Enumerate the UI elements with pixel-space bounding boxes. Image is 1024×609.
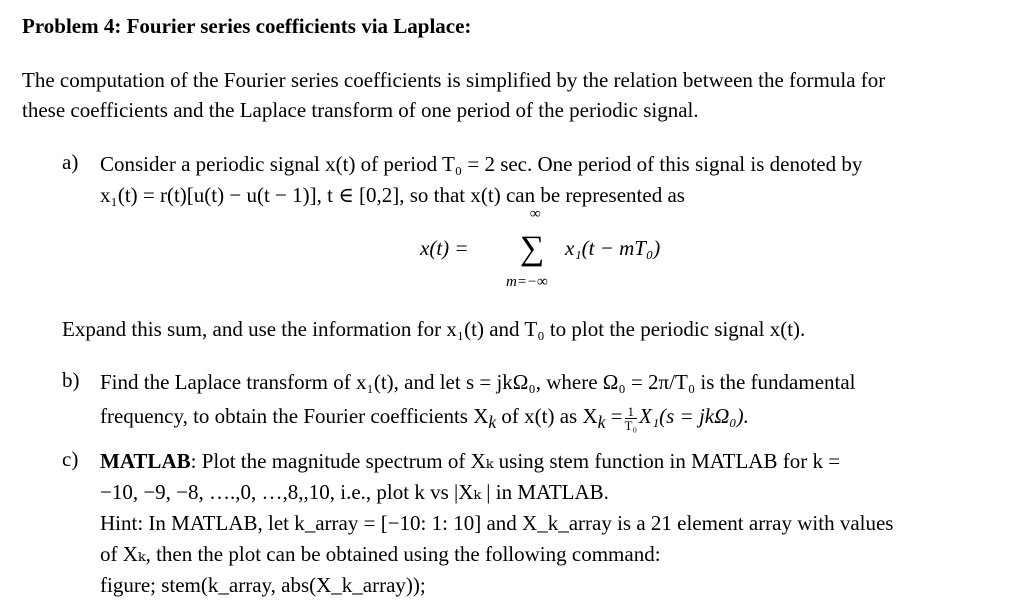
part-b-line-2-post: X₁(s = jkΩ₀). (639, 404, 749, 428)
fraction-numerator: 1 (625, 405, 637, 419)
part-b-line-2-pre: frequency, to obtain the Fourier coefficients X (100, 404, 489, 428)
part-c-hint-line: Hint: In MATLAB, let k_array = [−10: 1: 10] and X_k_array is a 21 element array with values (100, 511, 894, 535)
problem-title: Problem 4: Fourier series coefficients via Laplace: (22, 14, 472, 38)
sum-upper-limit: ∞ (530, 206, 541, 222)
part-b-line-2-mid: of x(t) as X (496, 404, 598, 428)
sum-lower-limit: m=−∞ (506, 274, 548, 290)
part-a-label: a) (62, 150, 79, 174)
fraction-denominator: T₀ (624, 417, 637, 433)
equation-lhs: x(t) = (420, 236, 469, 260)
part-a-line-2: x₁(t) = r(t)[u(t) − u(t − 1)], t ∈ [0,2], so that x(t) can be represented as (100, 183, 685, 207)
part-b-line-2 (100, 402, 749, 437)
intro-line-2: these coefficients and the Laplace transform of one period of the periodic signal. (22, 98, 699, 122)
part-b-subscript-k-2: k (597, 412, 606, 433)
intro-line-1: The computation of the Fourier series coefficients is simplified by the relation between the formula for (22, 68, 886, 92)
part-a-line-1: Consider a periodic signal x(t) of period T₀ = 2 sec. One period of this signal is denoted by (100, 152, 863, 176)
part-c-matlab-command: figure; stem(k_array, abs(X_k_array)); (100, 573, 426, 597)
part-a-expand-text: Expand this sum, and use the information for x₁(t) and T₀ to plot the periodic signal x(t). (62, 317, 806, 341)
part-c-line-2: −10, −9, −8, ….,0, …,8,,10, i.e., plot k vs |Xₖ | in MATLAB. (100, 480, 609, 504)
equation-term: x₁(t − mT₀) (565, 236, 661, 260)
matlab-bold-label: MATLAB (100, 449, 191, 473)
part-c-line-4: of Xₖ, then the plot can be obtained using the following command: (100, 542, 661, 566)
summation-symbol: ∑ (520, 230, 545, 267)
part-b-subscript-k: k (488, 412, 497, 433)
fraction-one-over-t0 (625, 405, 637, 432)
part-b-equals: = (605, 404, 623, 428)
part-b-line-1: Find the Laplace transform of x₁(t), and let s = jkΩ₀, where Ω₀ = 2π/T₀ is the fundamental (100, 370, 856, 394)
part-c-line-1-rest: : Plot the magnitude spectrum of Xₖ using stem function in MATLAB for k = (190, 449, 841, 473)
part-c-line-1 (100, 447, 840, 476)
part-c-label: c) (62, 447, 79, 471)
part-b-label: b) (62, 368, 80, 392)
